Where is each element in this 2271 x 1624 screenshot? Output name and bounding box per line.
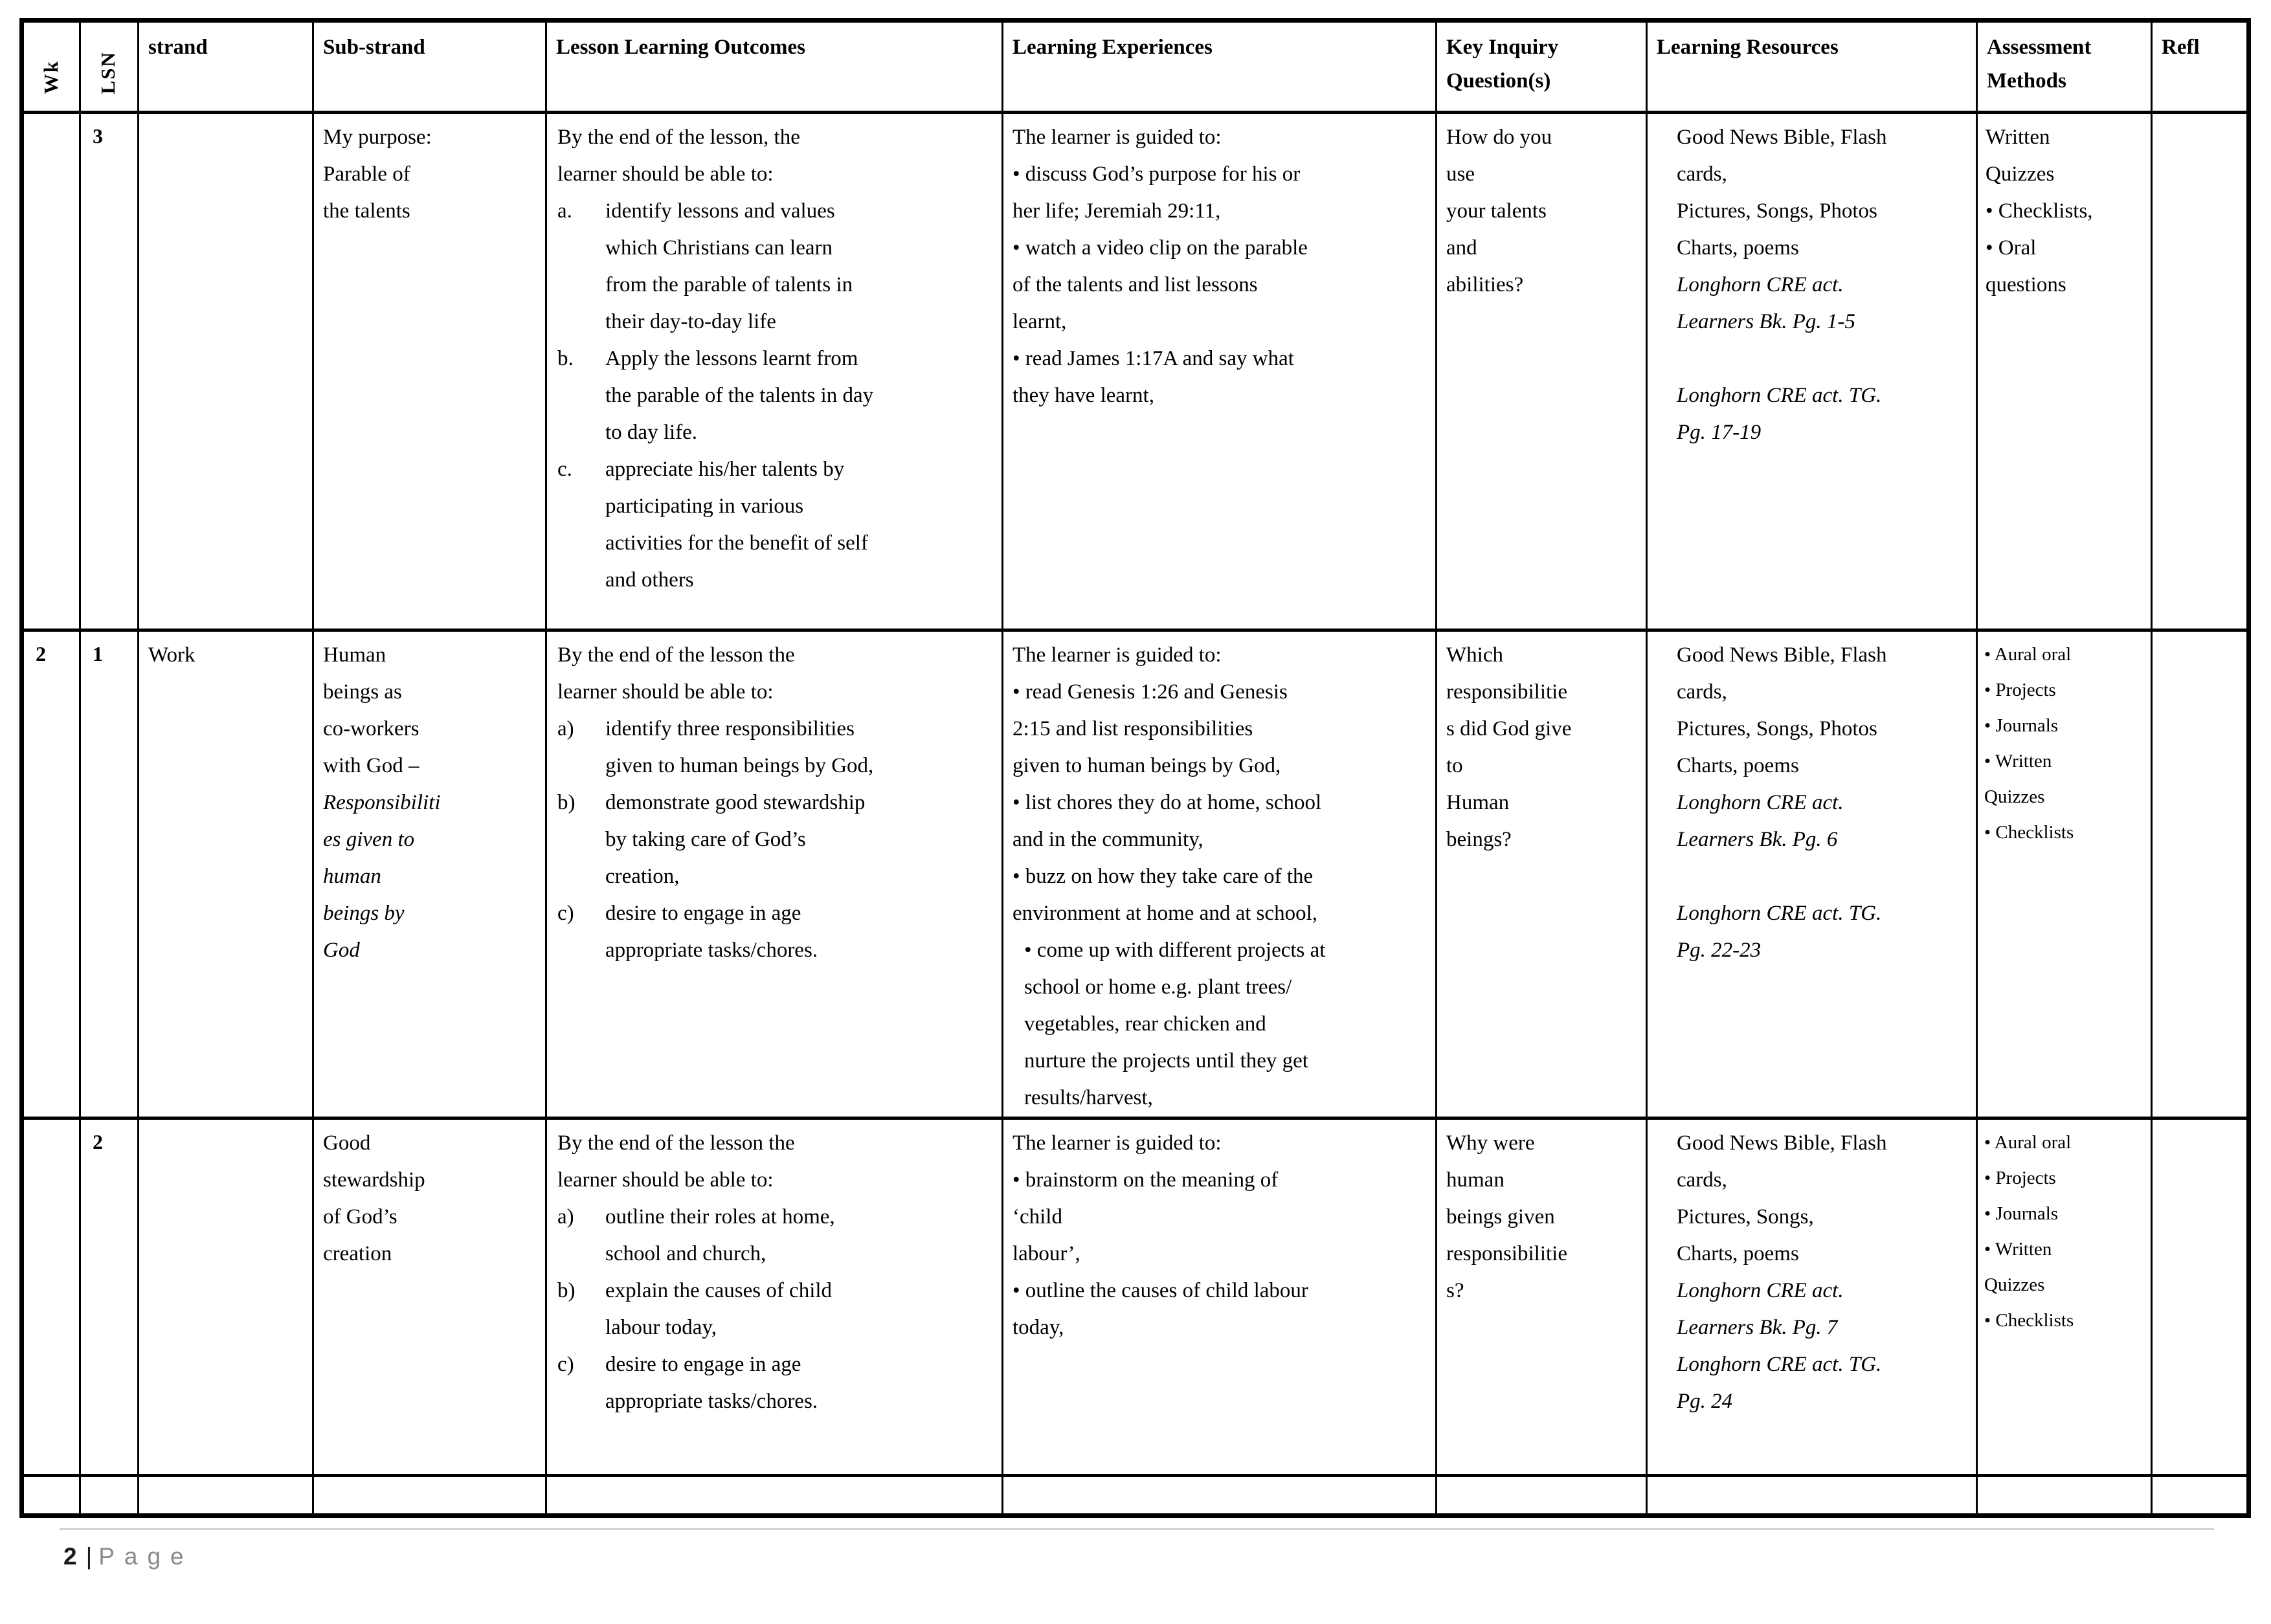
sub-strand-cell: My purpose: Parable of the talents [313, 113, 546, 630]
scheme-of-work-table [19, 18, 2251, 1518]
resources-cell: Good News Bible, Flash cards, Pictures, Songs, Photos Charts, poems Longhorn CRE act. Learners Bk. Pg. 1-5 Longhorn CRE act. TG. Pg. 17-19 [1647, 113, 1977, 630]
col-header-resources: Learning Resources [1647, 21, 1977, 113]
experiences-cell: The learner is guided to: • read Genesis 1:26 and Genesis 2:15 and list responsibilities given to human beings by God, • list chores they do at home, school and in the community, • buzz on how they take care of the environment at home and at school, • come up with different projects at school or home e.g. plant trees/ vegetables, rear chicken and nurture the projects until they get results/harvest, [1003, 630, 1437, 1118]
experiences-cell: The learner is guided to: • brainstorm on the meaning of ‘child labour’, • outline the causes of child labour today, [1003, 1118, 1437, 1476]
outcomes-cell [546, 1476, 1003, 1516]
inquiry-cell [1437, 1476, 1647, 1516]
resources-cell: Good News Bible, Flash cards, Pictures, Songs, Photos Charts, poems Longhorn CRE act. Learners Bk. Pg. 6 Longhorn CRE act. TG. Pg. 22-23 [1647, 630, 1977, 1118]
sub-strand-cell: Good stewardship of God’s creation [313, 1118, 546, 1476]
outcomes-cell: By the end of the lesson the learner should be able to: a) identify three responsibilities given to human beings by God, b) demonstrate good stewardship by taking care of God’s creation, c) desire to engage in age appropriate tasks/chores. [546, 630, 1003, 1118]
col-header-wk-label: Wk [39, 60, 62, 94]
lsn-cell: 1 [80, 630, 139, 1118]
col-header-wk [22, 21, 80, 113]
footer-text [63, 1543, 2214, 1570]
wk-cell [22, 1118, 80, 1476]
strand-cell [139, 1118, 313, 1476]
wk-cell [22, 1476, 80, 1516]
col-header-sub-strand: Sub-strand [313, 21, 546, 113]
refl-cell [2152, 630, 2249, 1118]
page-number: 2 [63, 1543, 77, 1570]
strand-cell [139, 1476, 313, 1516]
experiences-cell [1003, 1476, 1437, 1516]
col-header-outcomes: Lesson Learning Outcomes [546, 21, 1003, 113]
wk-cell [22, 113, 80, 630]
resources-cell [1647, 1476, 1977, 1516]
refl-cell [2152, 1118, 2249, 1476]
page [0, 18, 2271, 1624]
assessment-cell: • Aural oral • Projects • Journals • Written Quizzes • Checklists [1977, 1118, 2152, 1476]
col-header-strand: strand [139, 21, 313, 113]
assessment-cell [1977, 1476, 2152, 1516]
page-footer [60, 1528, 2214, 1570]
lsn-cell: 2 [80, 1118, 139, 1476]
assessment-cell: • Aural oral • Projects • Journals • Written Quizzes • Checklists [1977, 630, 2152, 1118]
header-row [22, 21, 2249, 113]
outcomes-cell: By the end of the lesson, the learner should be able to: a. identify lessons and values which Christians can learn from the parable of talents in their day-to-day life b. Apply the lessons learnt from the parable of the talents in day to day life. c. appreciate his/her talents by participating in various activities for the benefit of self and others [546, 113, 1003, 630]
col-header-assessment: Assessment Methods [1977, 21, 2152, 113]
strand-cell: Work [139, 630, 313, 1118]
table-row [22, 1118, 2249, 1476]
outcomes-cell: By the end of the lesson the learner should be able to: a) outline their roles at home, school and church, b) explain the causes of child labour today, c) desire to engage in age appropriate tasks/chores. [546, 1118, 1003, 1476]
inquiry-cell: Why were human beings given responsibilitie s? [1437, 1118, 1647, 1476]
wk-cell: 2 [22, 630, 80, 1118]
inquiry-cell: How do you use your talents and abilities? [1437, 113, 1647, 630]
col-header-refl: Refl [2152, 21, 2249, 113]
experiences-cell: The learner is guided to: • discuss God’s purpose for his or her life; Jeremiah 29:11, • watch a video clip on the parable of the talents and list lessons learnt, • read James 1:17A and say what they have learnt, [1003, 113, 1437, 630]
col-header-lsn-label: LSN [96, 50, 119, 94]
footer-divider [60, 1528, 2214, 1530]
inquiry-cell: Which responsibilitie s did God give to Human beings? [1437, 630, 1647, 1118]
table-row-empty [22, 1476, 2249, 1516]
col-header-inquiry: Key Inquiry Question(s) [1437, 21, 1647, 113]
col-header-lsn [80, 21, 139, 113]
footer-separator: | [85, 1543, 93, 1570]
sub-strand-cell: Human beings as co-workers with God – Responsibiliti es given to human beings by God [313, 630, 546, 1118]
table-row [22, 630, 2249, 1118]
page-label: Page [98, 1543, 194, 1570]
resources-cell: Good News Bible, Flash cards, Pictures, Songs, Charts, poems Longhorn CRE act. Learners Bk. Pg. 7 Longhorn CRE act. TG. Pg. 24 [1647, 1118, 1977, 1476]
table-row [22, 113, 2249, 630]
col-header-experiences: Learning Experiences [1003, 21, 1437, 113]
lsn-cell: 3 [80, 113, 139, 630]
sub-strand-cell [313, 1476, 546, 1516]
lsn-cell [80, 1476, 139, 1516]
refl-cell [2152, 113, 2249, 630]
strand-cell [139, 113, 313, 630]
assessment-cell: Written Quizzes • Checklists, • Oral questions [1977, 113, 2152, 630]
refl-cell [2152, 1476, 2249, 1516]
